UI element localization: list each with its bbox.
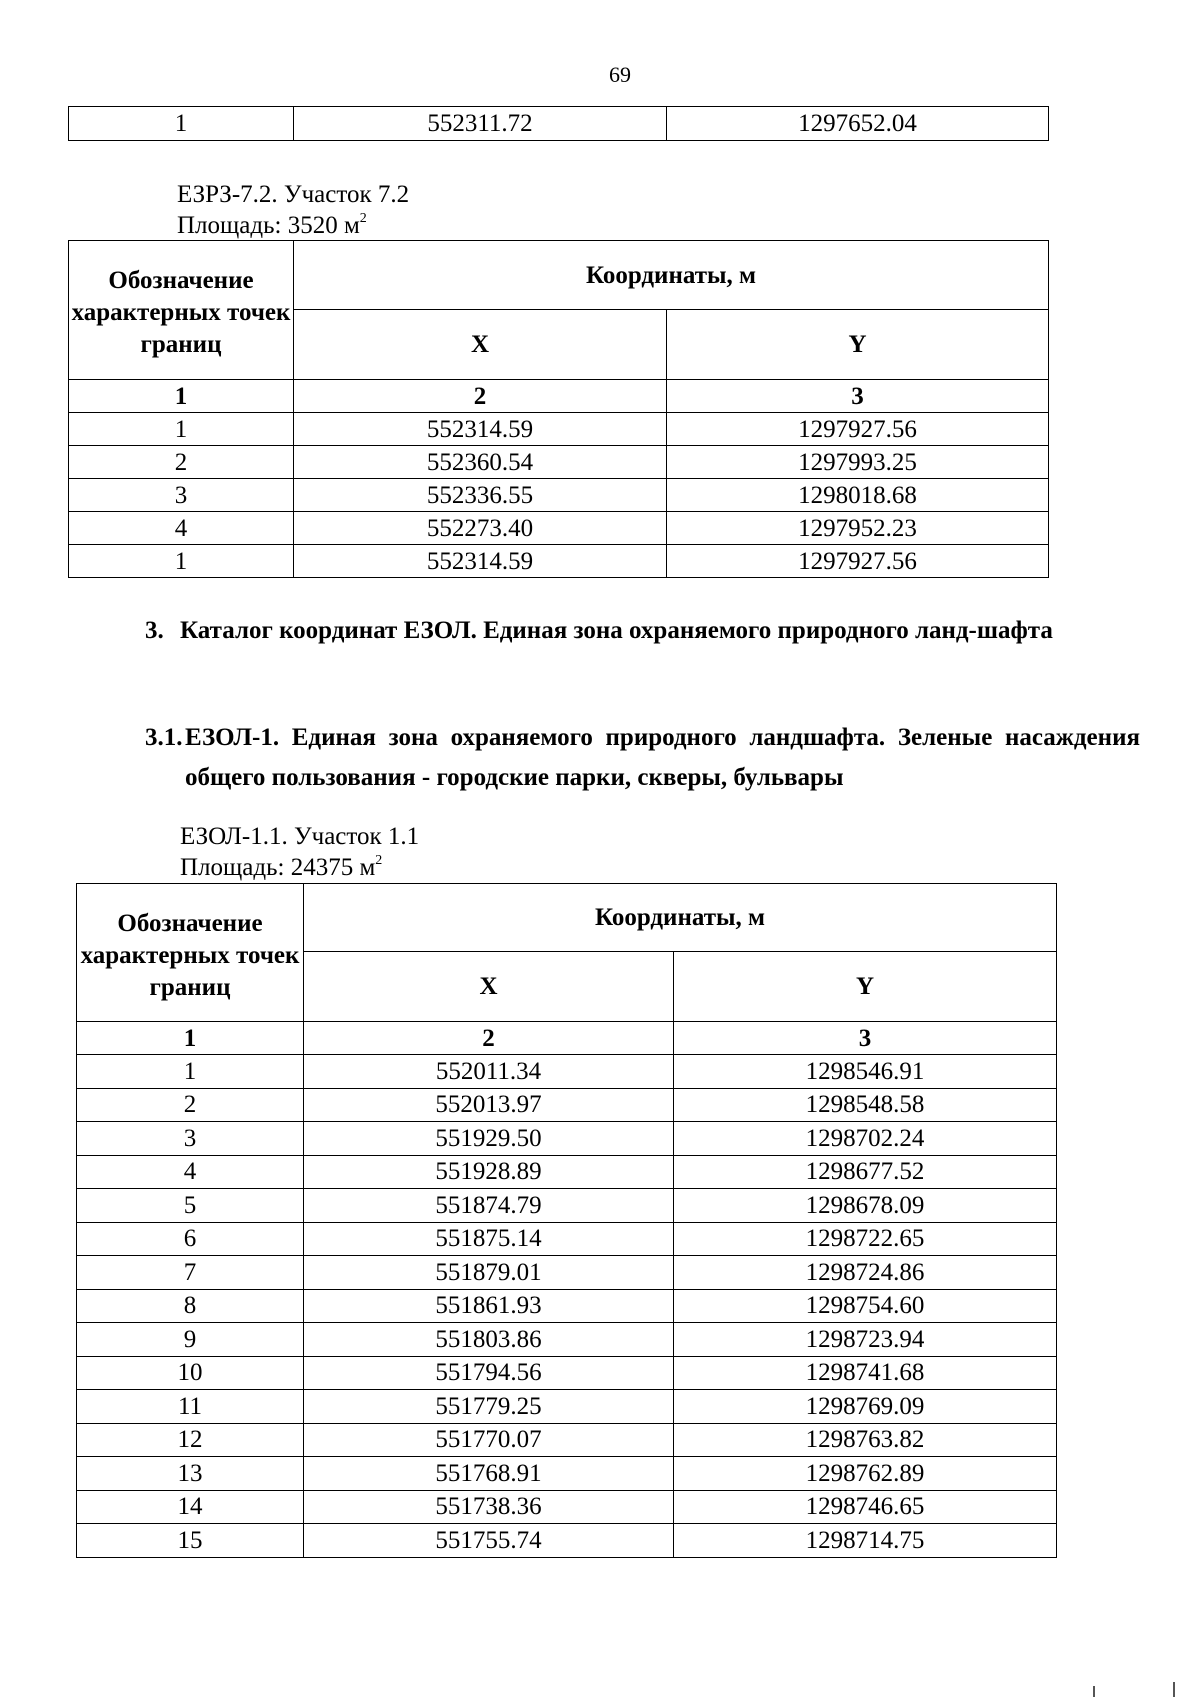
y-coordinate-cell: 1298702.24 [674, 1122, 1057, 1156]
y-coordinate-cell: 1297993.25 [667, 446, 1049, 479]
y-coordinate-cell: 1297652.04 [667, 107, 1049, 141]
table-row [69, 545, 1049, 578]
point-number-cell: 1 [69, 545, 294, 578]
coordinates-table-body [69, 241, 1049, 578]
table-row [77, 1423, 1057, 1457]
x-coordinate-cell: 551803.86 [304, 1323, 674, 1357]
coordinates-table-body [77, 884, 1057, 1558]
x-coordinate-cell: 551879.01 [304, 1256, 674, 1290]
x-coordinate-cell: 552013.97 [304, 1088, 674, 1122]
table-row [77, 1222, 1057, 1256]
x-coordinate-cell: 551768.91 [304, 1457, 674, 1491]
table-row [77, 1088, 1057, 1122]
header-coordinates: Координаты, м [304, 884, 1057, 952]
plot-area-superscript: 2 [375, 853, 383, 868]
point-number-cell: 4 [77, 1155, 304, 1189]
header-point-designation: Обозначение характерных точек границ [69, 241, 294, 380]
x-coordinate-cell: 551794.56 [304, 1356, 674, 1390]
x-coordinate-cell: 551874.79 [304, 1189, 674, 1223]
subsection-title: ЕЗОЛ-1. Единая зона охраняемого природного ландшафта. Зеленые насаждения общего пользования - городские парки, скверы, бульвары [185, 724, 1140, 791]
x-coordinate-cell: 552314.59 [294, 413, 667, 446]
point-number-cell: 1 [69, 413, 294, 446]
header-col-number: 1 [77, 1022, 304, 1055]
y-coordinate-cell: 1298548.58 [674, 1088, 1057, 1122]
plot-area-text: Площадь: 3520 м [177, 212, 360, 239]
y-coordinate-cell: 1298754.60 [674, 1289, 1057, 1323]
point-number-cell: 13 [77, 1457, 304, 1491]
x-coordinate-cell: 551755.74 [304, 1524, 674, 1558]
header-x: X [304, 952, 674, 1022]
page-number: 69 [609, 62, 631, 87]
point-number-cell: 1 [69, 107, 294, 141]
table-row [69, 413, 1049, 446]
x-coordinate-cell: 551779.25 [304, 1390, 674, 1424]
plot-title: ЕЗРЗ-7.2. Участок 7.2 [177, 181, 410, 208]
table-row [77, 1155, 1057, 1189]
point-number-cell: 3 [77, 1122, 304, 1156]
table-row [77, 1122, 1057, 1156]
table-row [69, 107, 1049, 141]
point-number-cell: 5 [77, 1189, 304, 1223]
x-coordinate-cell: 552311.72 [294, 107, 667, 141]
table-row [77, 1490, 1057, 1524]
header-x: X [294, 310, 667, 380]
x-coordinate-cell: 551875.14 [304, 1222, 674, 1256]
section-heading [145, 611, 1140, 691]
scan-artifact [1173, 1682, 1175, 1697]
section-number: 3. [145, 617, 164, 644]
subsection-number: 3.1. [145, 724, 183, 751]
point-number-cell: 11 [77, 1390, 304, 1424]
table-row [77, 1289, 1057, 1323]
x-coordinate-cell: 552314.59 [294, 545, 667, 578]
point-number-cell: 2 [69, 446, 294, 479]
header-y: Y [674, 952, 1057, 1022]
coordinates-table [68, 240, 1049, 578]
x-coordinate-cell: 551770.07 [304, 1423, 674, 1457]
y-coordinate-cell: 1298746.65 [674, 1490, 1057, 1524]
x-coordinate-cell: 551929.50 [304, 1122, 674, 1156]
plot-title: ЕЗОЛ-1.1. Участок 1.1 [180, 823, 420, 850]
point-number-cell: 7 [77, 1256, 304, 1290]
table-row [77, 1457, 1057, 1491]
y-coordinate-cell: 1297952.23 [667, 512, 1049, 545]
plot-area [177, 210, 367, 241]
table-row [77, 1390, 1057, 1424]
x-coordinate-cell: 551738.36 [304, 1490, 674, 1524]
y-coordinate-cell: 1298762.89 [674, 1457, 1057, 1491]
table-row [77, 1524, 1057, 1558]
plot-area-superscript: 2 [359, 211, 367, 226]
header-col-number: 3 [667, 380, 1049, 413]
y-coordinate-cell: 1298763.82 [674, 1423, 1057, 1457]
x-coordinate-cell: 551861.93 [304, 1289, 674, 1323]
table-row [77, 1256, 1057, 1290]
table-row [69, 512, 1049, 545]
x-coordinate-cell: 552360.54 [294, 446, 667, 479]
y-coordinate-cell: 1298678.09 [674, 1189, 1057, 1223]
coordinates-table [76, 883, 1057, 1558]
y-coordinate-cell: 1297927.56 [667, 545, 1049, 578]
x-coordinate-cell: 552273.40 [294, 512, 667, 545]
header-point-designation: Обозначение характерных точек границ [77, 884, 304, 1022]
y-coordinate-cell: 1298723.94 [674, 1323, 1057, 1357]
y-coordinate-cell: 1298741.68 [674, 1356, 1057, 1390]
plot-area-text: Площадь: 24375 м [180, 854, 376, 881]
table-row [69, 479, 1049, 512]
continuation-table-body [69, 107, 1049, 141]
point-number-cell: 8 [77, 1289, 304, 1323]
point-number-cell: 10 [77, 1356, 304, 1390]
y-coordinate-cell: 1298677.52 [674, 1155, 1057, 1189]
table-row [77, 1055, 1057, 1089]
header-col-number: 1 [69, 380, 294, 413]
header-coordinates: Координаты, м [294, 241, 1049, 310]
y-coordinate-cell: 1298724.86 [674, 1256, 1057, 1290]
table-row [69, 446, 1049, 479]
y-coordinate-cell: 1298714.75 [674, 1524, 1057, 1558]
y-coordinate-cell: 1298018.68 [667, 479, 1049, 512]
header-y: Y [667, 310, 1049, 380]
y-coordinate-cell: 1298546.91 [674, 1055, 1057, 1089]
x-coordinate-cell: 552011.34 [304, 1055, 674, 1089]
plot-area [180, 852, 382, 883]
point-number-cell: 6 [77, 1222, 304, 1256]
point-number-cell: 12 [77, 1423, 304, 1457]
point-number-cell: 1 [77, 1055, 304, 1089]
y-coordinate-cell: 1298722.65 [674, 1222, 1057, 1256]
section-title: Каталог координат ЕЗОЛ. Единая зона охраняемого природного ланд-шафта [180, 617, 1053, 644]
y-coordinate-cell: 1298769.09 [674, 1390, 1057, 1424]
continuation-table [68, 106, 1049, 141]
point-number-cell: 14 [77, 1490, 304, 1524]
table-row [77, 1189, 1057, 1223]
point-number-cell: 4 [69, 512, 294, 545]
table-row [77, 1356, 1057, 1390]
point-number-cell: 3 [69, 479, 294, 512]
table-row [77, 1323, 1057, 1357]
x-coordinate-cell: 551928.89 [304, 1155, 674, 1189]
header-col-number: 3 [674, 1022, 1057, 1055]
point-number-cell: 9 [77, 1323, 304, 1357]
subsection-heading [145, 718, 1140, 798]
scan-artifact [1093, 1686, 1095, 1697]
header-col-number: 2 [294, 380, 667, 413]
header-col-number: 2 [304, 1022, 674, 1055]
x-coordinate-cell: 552336.55 [294, 479, 667, 512]
point-number-cell: 2 [77, 1088, 304, 1122]
y-coordinate-cell: 1297927.56 [667, 413, 1049, 446]
point-number-cell: 15 [77, 1524, 304, 1558]
